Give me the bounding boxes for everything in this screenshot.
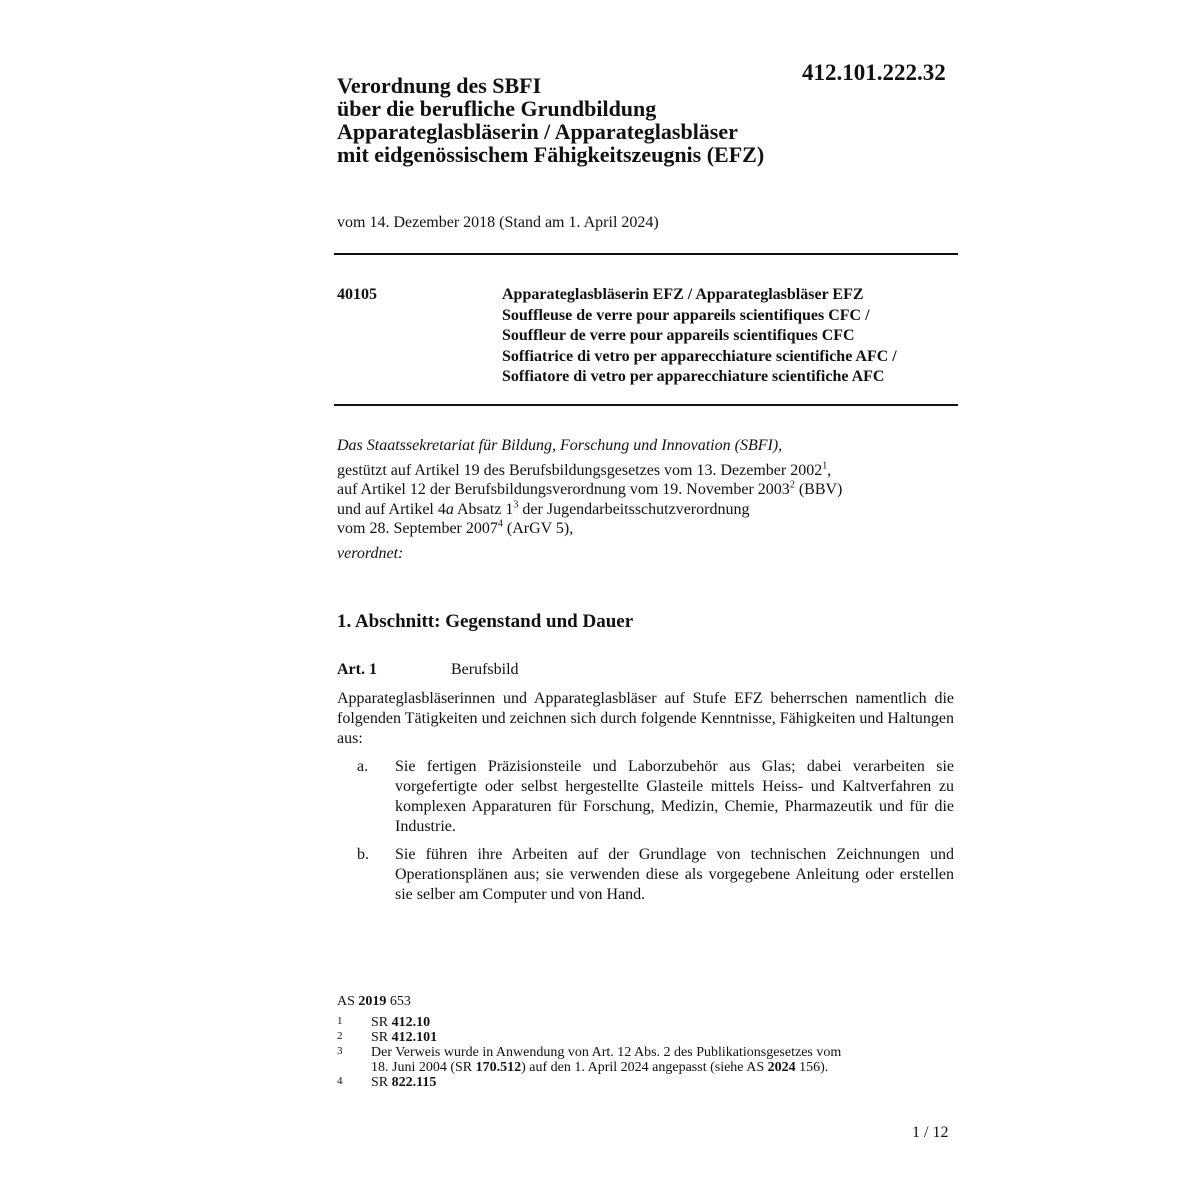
footnote-link[interactable]: 2024 <box>767 1060 796 1075</box>
footnote-2: 2 SR 412.101 <box>337 1030 438 1045</box>
section-heading: 1. Abschnitt: Gegenstand und Dauer <box>337 611 634 632</box>
footnote-ref-3[interactable]: 3 <box>513 499 519 511</box>
preamble-basis-line: vom 28. September 2007$^4$ (ArGV 5), <box>337 518 574 537</box>
footnote-4: 4 SR 822.115 <box>337 1075 437 1090</box>
profession-name: Souffleur de verre pour appareils scientifiques CFC <box>502 327 855 344</box>
preamble <box>337 436 842 563</box>
footnote-ref-2[interactable]: 2 <box>789 479 795 491</box>
title-line: Verordnung des SBFI <box>337 73 542 98</box>
sr-number: 412.101.222.32 <box>802 60 946 85</box>
footnote-link[interactable]: 412.101 <box>391 1030 438 1045</box>
list-text: Sie fertigen Präzisionsteile und Laborzubehör aus Glas; dabei verarbeiten sie vorgefertigte oder selbst hergestellte Glasteile mittels Heiss- und Kaltverfahren zu komplexen Apparaturen für Forschung, Medizin, Chemie, Pharmazeutik und für die Industrie. <box>395 758 954 835</box>
preamble-basis-line: auf Artikel 12 der Berufsbildungsverordnung vom 19. November 2003$^2$ (BBV) <box>337 479 843 498</box>
footnote-ref-4[interactable]: 4 <box>497 518 503 530</box>
footnote-3: 3 Der Verweis wurde in Anwendung von Art. 12 Abs. 2 des Publikationsgesetzes vom 18. Juni 2004 (SR 170.512) auf den 1. April 2024 angepasst (siehe AS 2024 156). <box>337 1045 842 1075</box>
footnote-1: 1 SR 412.10 <box>337 1015 431 1030</box>
title-line: über die berufliche Grundbildung <box>337 96 657 121</box>
top-divider <box>334 253 958 255</box>
list-letter: a. <box>357 758 369 775</box>
article-title: Berufsbild <box>451 661 519 678</box>
official-collection-ref: AS 2019 653 <box>337 994 411 1009</box>
title-line: Apparateglasbläserin / Apparateglasbläser <box>337 119 738 144</box>
title-line: mit eidgenössischem Fähigkeitszeugnis (EFZ) <box>337 142 765 167</box>
preamble-ordains: verordnet: <box>337 544 404 562</box>
page-number: 1 / 12 <box>912 1124 949 1141</box>
footnote-ref-1[interactable]: 1 <box>822 460 828 472</box>
footnote-link[interactable]: 822.115 <box>391 1075 437 1090</box>
bottom-divider <box>334 404 958 406</box>
profession-names <box>502 285 897 388</box>
profession-name: Apparateglasbläserin EFZ / Apparateglasbläser EFZ <box>502 286 864 303</box>
list-item <box>337 845 954 905</box>
profession-name: Souffleuse de verre pour appareils scientifiques CFC / <box>502 306 870 324</box>
preamble-basis-line: gestützt auf Artikel 19 des Berufsbildungsgesetzes vom 13. Dezember 2002$^1$, <box>337 460 832 479</box>
preamble-authority: Das Staatssekretariat für Bildung, Forschung und Innovation (SBFI), <box>337 437 783 454</box>
profession-code: 40105 <box>337 286 377 303</box>
profession-name: Soffiatrice di vetro per apparecchiature scientifiche AFC / <box>502 347 897 365</box>
list-item <box>337 757 954 837</box>
footnotes <box>337 994 957 1090</box>
document-date: vom 14. Dezember 2018 (Stand am 1. April 2024) <box>337 214 659 231</box>
list-text: Sie führen ihre Arbeiten auf der Grundlage von technischen Zeichnungen und Operationsplänen aus; sie verwenden diese als vorgegebene Anleitung oder erstellen sie selber am Computer und von Hand. <box>395 846 954 903</box>
document-title <box>337 74 764 166</box>
profession-name: Soffiatore di vetro per apparecchiature scientifiche AFC <box>502 368 885 385</box>
list-letter: b. <box>357 846 369 863</box>
footnote-link[interactable]: 412.10 <box>391 1015 431 1030</box>
article-number: Art. 1 <box>337 661 377 678</box>
footnote-link[interactable]: 170.512 <box>475 1060 522 1075</box>
article-list <box>337 757 954 913</box>
article-intro: Apparateglasbläserinnen und Apparateglasbläser auf Stufe EFZ beherrschen namentlich die folgenden Tätigkeiten und zeichnen sich durch folgende Kenntnisse, Fähigkeiten und Haltungen aus: <box>337 690 954 747</box>
preamble-basis-line: und auf Artikel 4a Absatz $1^3$ der Jugendarbeitsschutzverordnung <box>337 499 750 518</box>
